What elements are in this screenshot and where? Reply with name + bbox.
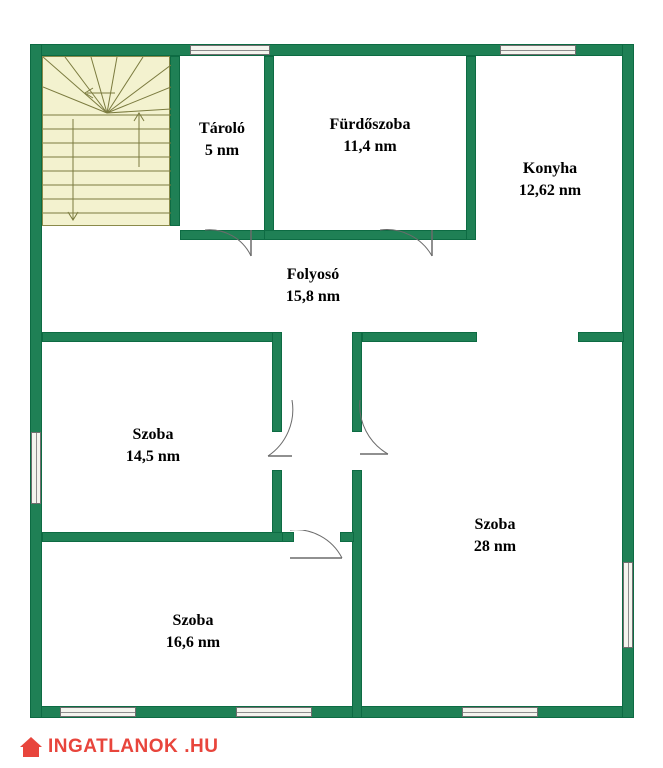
- room-label-szoba-28: [412, 514, 578, 557]
- room-label-folyoso: [230, 264, 396, 307]
- room-label-konyha: [478, 158, 622, 201]
- room-name: Fürdőszoba: [329, 116, 411, 133]
- watermark-domain: .HU: [184, 736, 219, 757]
- room-area: 15,8 nm: [285, 287, 341, 305]
- window-bottom-right: [462, 707, 538, 717]
- room-name: Szoba: [172, 612, 214, 629]
- wall-furdoszoba-konyha: [466, 56, 476, 240]
- room-label-szoba-14-5: [70, 424, 236, 467]
- watermark-brand: INGATLANOK: [48, 736, 179, 757]
- room-name: Szoba: [474, 516, 516, 533]
- room-name: Tároló: [199, 120, 245, 137]
- wall-exterior-left: [30, 44, 42, 718]
- room-area: 28 nm: [473, 537, 517, 555]
- door-szoba-28: [358, 400, 394, 462]
- wall-furdoszoba-bottom: [264, 230, 476, 240]
- room-area: 11,4 nm: [343, 137, 397, 155]
- door-szoba-14-5: [262, 400, 296, 462]
- room-name: Szoba: [132, 426, 174, 443]
- staircase-steps-icon: [43, 57, 171, 227]
- wall-szoba1-right-lower: [272, 470, 282, 540]
- wall-center-vertical-lower: [352, 470, 362, 718]
- room-label-szoba-16-6: [110, 610, 276, 653]
- door-furdoszoba: [380, 228, 438, 258]
- wall-folyoso-bottom-far-right: [578, 332, 624, 342]
- window-left-middle: [31, 432, 41, 504]
- door-taroło: [205, 228, 257, 258]
- staircase: [42, 56, 170, 226]
- wall-folyoso-bottom-left: [42, 332, 282, 342]
- window-right-lower: [623, 562, 633, 648]
- window-top-right: [500, 45, 576, 55]
- house-icon: [20, 737, 42, 757]
- wall-szoba1-bottom: [42, 532, 292, 542]
- watermark: [20, 736, 218, 758]
- room-label-taroło: [170, 118, 274, 161]
- room-label-furdoszoba: [274, 114, 466, 157]
- wall-folyoso-bottom-right: [362, 332, 477, 342]
- room-area: 5 nm: [204, 141, 240, 159]
- room-name: Konyha: [522, 160, 578, 177]
- room-name: Folyosó: [286, 266, 340, 283]
- room-area: 14,5 nm: [125, 447, 181, 465]
- window-bottom-left: [60, 707, 136, 717]
- room-area: 12,62 nm: [518, 181, 582, 199]
- window-bottom-middle: [236, 707, 312, 717]
- door-szoba-16-6: [288, 530, 346, 562]
- room-area: 16,6 nm: [165, 633, 221, 651]
- window-top-left: [190, 45, 270, 55]
